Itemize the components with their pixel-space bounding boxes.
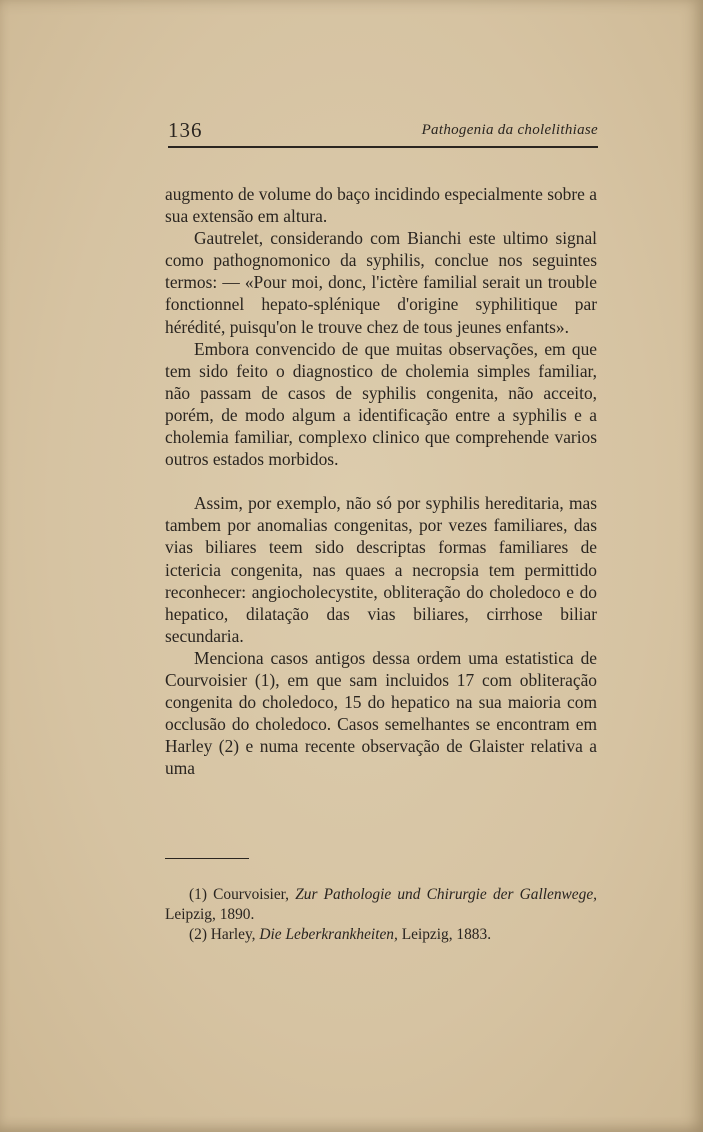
footnote-suffix: Leipzig, 1883. <box>401 926 492 943</box>
footnote-title: Die Leberkrankheiten, <box>259 926 398 943</box>
footnote <box>165 925 597 945</box>
paragraph: Menciona casos antigos dessa ordem uma estatistica de Courvoisier (1), em que sam incluidos 17 com obliteração congenita do choledoco, 15 do hepatico na sua maioria com occlusão do choledoco. Casos semelhantes se encontram em Harley (2) e numa recente observação de Glaister relativa a uma <box>165 647 597 779</box>
footnote-prefix: (1) Courvoisier, <box>189 886 290 903</box>
running-title: Pathogenia da cholelithiase <box>421 122 598 138</box>
footnote-suffix: Leipzig, 1890. <box>165 906 255 923</box>
footnote-title: Zur Pathologie und Chirurgie der Gallenwege, <box>295 886 597 903</box>
footnote-prefix: (2) Harley, <box>189 926 256 943</box>
paragraph: Assim, por exemplo, não só por syphilis hereditaria, mas tambem por anomalias congenitas, por vezes familiares, das vias biliares teem sido descriptas formas familiares de ictericia congenita, nas quaes a necropsia tem permittido reconhecer: angiocholecystite, obliteração do choledoco e do hepatico, dilatação das vias biliares, cirrhose biliar secundaria. <box>165 493 597 646</box>
footnote-rule <box>165 858 249 859</box>
page-number: 136 <box>168 118 203 142</box>
footnotes <box>165 885 597 945</box>
paragraph: Embora convencido de que muitas observações, em que tem sido feito o diagnostico de cholemia simples familiar, não passam de casos de syphilis congenita, não acceito, porém, de modo algum a identificação entre a syphilis e a cholemia familiar, complexo clinico que comprehende varios outros estados morbidos. <box>165 338 597 470</box>
paragraph: Gautrelet, considerando com Bianchi este ultimo signal como pathognomonico da syphilis, conclue nos seguintes termos: — «Pour moi, donc, l'ictère familial serait un trouble fonctionnel hepato-splénique d'origine syphilitique par hérédité, puisqu'on le trouve chez de tous jeunes enfants». <box>165 228 597 337</box>
page-header <box>168 118 598 148</box>
body-text <box>165 183 597 779</box>
paragraph: augmento de volume do baço incidindo especialmente sobre a sua extensão em altura. <box>165 184 597 227</box>
footnote <box>165 885 597 925</box>
